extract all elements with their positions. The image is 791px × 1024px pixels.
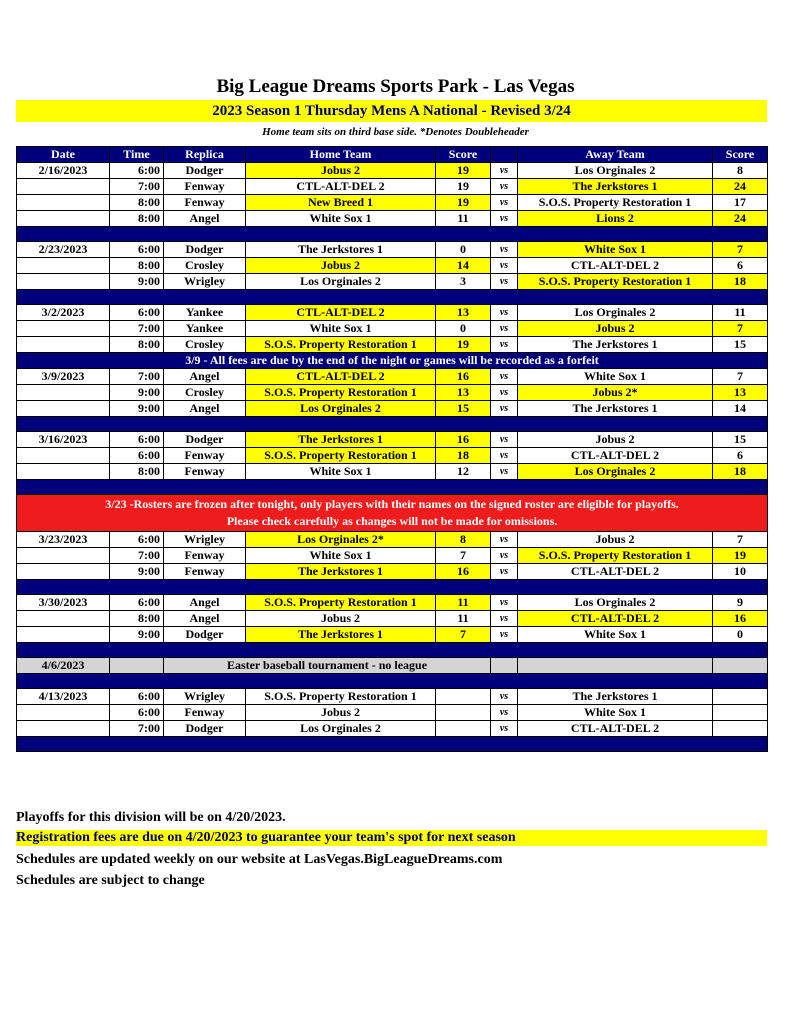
no-league-note: Easter baseball tournament - no league [164,658,491,674]
time-cell: 6:00 [110,532,164,548]
vs-cell: vs [491,242,518,258]
away-team-cell: The Jerkstores 1 [518,689,713,705]
empty-cell [491,658,518,674]
away-team-cell: Lions 2 [518,211,713,227]
time-cell: 6:00 [110,432,164,448]
away-team-cell: S.O.S. Property Restoration 1 [518,274,713,290]
time-cell: 8:00 [110,464,164,480]
game-row [17,179,768,195]
away-team-cell: CTL-ALT-DEL 2 [518,721,713,737]
game-row [17,705,768,721]
col-header-away-team: Away Team [518,147,713,163]
away-score-cell: 14 [713,401,768,417]
away-team-cell: CTL-ALT-DEL 2 [518,448,713,464]
away-score-cell [713,705,768,721]
home-score-cell: 0 [436,242,491,258]
away-team-cell: S.O.S. Property Restoration 1 [518,195,713,211]
vs-cell: vs [491,464,518,480]
away-score-cell [713,689,768,705]
away-team-cell: White Sox 1 [518,627,713,643]
date-cell [17,448,110,464]
time-cell: 6:00 [110,305,164,321]
date-cell: 4/13/2023 [17,689,110,705]
replica-field-cell: Fenway [164,448,246,464]
away-team-cell: Los Orginales 2 [518,595,713,611]
home-score-cell: 7 [436,548,491,564]
home-team-cell: The Jerkstores 1 [246,564,436,580]
date-cell: 4/6/2023 [17,658,110,674]
home-score-cell: 3 [436,274,491,290]
vs-cell: vs [491,432,518,448]
away-team-cell: Los Orginales 2 [518,305,713,321]
home-team-cell: CTL-ALT-DEL 2 [246,369,436,385]
vs-cell: vs [491,401,518,417]
week-separator [17,643,768,658]
home-score-cell: 12 [436,464,491,480]
home-score-cell: 0 [436,321,491,337]
home-team-cell: White Sox 1 [246,321,436,337]
date-cell [17,179,110,195]
date-cell [17,705,110,721]
replica-field-cell: Dodger [164,242,246,258]
away-team-cell: White Sox 1 [518,369,713,385]
game-row [17,321,768,337]
home-team-cell: S.O.S. Property Restoration 1 [246,337,436,353]
vs-cell: vs [491,548,518,564]
replica-field-cell: Dodger [164,163,246,179]
date-cell [17,337,110,353]
home-score-cell: 18 [436,448,491,464]
game-row [17,548,768,564]
away-score-cell: 19 [713,548,768,564]
date-cell [17,627,110,643]
away-score-cell: 16 [713,611,768,627]
away-team-cell: Los Orginales 2 [518,464,713,480]
away-team-cell: CTL-ALT-DEL 2 [518,564,713,580]
home-score-cell: 16 [436,432,491,448]
time-cell: 8:00 [110,611,164,627]
away-team-cell: Jobus 2 [518,532,713,548]
game-row [17,258,768,274]
col-header-home-score: Score [436,147,491,163]
time-cell: 6:00 [110,705,164,721]
vs-cell: vs [491,321,518,337]
away-team-cell: The Jerkstores 1 [518,337,713,353]
separator-cell [17,417,768,432]
home-score-cell: 19 [436,163,491,179]
replica-field-cell: Crosley [164,337,246,353]
away-team-cell: CTL-ALT-DEL 2 [518,258,713,274]
date-cell: 3/9/2023 [17,369,110,385]
roster-alert-row [17,495,768,532]
home-team-cell: S.O.S. Property Restoration 1 [246,595,436,611]
week-separator [17,580,768,595]
home-team-cell: Los Orginales 2 [246,721,436,737]
home-team-cell: The Jerkstores 1 [246,627,436,643]
vs-cell: vs [491,258,518,274]
time-cell: 6:00 [110,242,164,258]
game-row [17,689,768,705]
home-team-note: Home team sits on third base side. *Denotes Doubleheader [262,126,529,138]
separator-cell [17,674,768,689]
away-team-cell: Jobus 2 [518,321,713,337]
date-cell [17,401,110,417]
vs-cell: vs [491,705,518,721]
away-score-cell: 0 [713,627,768,643]
away-team-cell: CTL-ALT-DEL 2 [518,611,713,627]
vs-cell: vs [491,211,518,227]
date-cell [17,721,110,737]
date-cell [17,464,110,480]
separator-cell [17,580,768,595]
vs-cell: vs [491,369,518,385]
date-cell: 3/23/2023 [17,532,110,548]
home-score-cell: 7 [436,627,491,643]
time-cell: 7:00 [110,321,164,337]
away-score-cell: 24 [713,179,768,195]
away-team-cell: Jobus 2* [518,385,713,401]
time-cell: 8:00 [110,258,164,274]
replica-field-cell: Dodger [164,721,246,737]
col-header-away-score: Score [713,147,768,163]
time-cell: 6:00 [110,163,164,179]
game-row [17,274,768,290]
away-score-cell: 7 [713,242,768,258]
vs-cell: vs [491,385,518,401]
game-row [17,448,768,464]
home-team-cell: Los Orginales 2 [246,274,436,290]
home-score-cell: 16 [436,564,491,580]
separator-cell [17,290,768,305]
time-cell: 7:00 [110,179,164,195]
home-score-cell: 13 [436,385,491,401]
website-note: Schedules are updated weekly on our website at LasVegas.BigLeagueDreams.com [16,852,503,867]
away-score-cell: 7 [713,532,768,548]
home-team-cell: New Breed 1 [246,195,436,211]
home-team-cell: Jobus 2 [246,705,436,721]
week-separator [17,417,768,432]
date-cell [17,195,110,211]
replica-field-cell: Angel [164,369,246,385]
empty-cell [110,658,164,674]
col-header-home-team: Home Team [246,147,436,163]
game-row [17,432,768,448]
time-cell: 6:00 [110,689,164,705]
away-score-cell: 10 [713,564,768,580]
game-row [17,532,768,548]
replica-field-cell: Crosley [164,258,246,274]
week-separator [17,674,768,689]
date-cell: 2/16/2023 [17,163,110,179]
time-cell: 6:00 [110,595,164,611]
game-row [17,385,768,401]
away-team-cell: White Sox 1 [518,705,713,721]
no-league-row [17,658,768,674]
registration-note: Registration fees are due on 4/20/2023 to guarantee your team's spot for next season [16,830,767,846]
date-cell: 3/30/2023 [17,595,110,611]
replica-field-cell: Angel [164,595,246,611]
home-team-cell: Jobus 2 [246,611,436,627]
vs-cell: vs [491,595,518,611]
home-team-cell: Los Orginales 2* [246,532,436,548]
replica-field-cell: Angel [164,611,246,627]
date-cell [17,564,110,580]
vs-cell: vs [491,627,518,643]
time-cell: 8:00 [110,211,164,227]
game-row [17,242,768,258]
time-cell: 8:00 [110,337,164,353]
time-cell: 8:00 [110,195,164,211]
game-row [17,369,768,385]
col-header-vs [491,147,518,163]
home-score-cell: 11 [436,595,491,611]
home-team-cell: S.O.S. Property Restoration 1 [246,448,436,464]
vs-cell: vs [491,305,518,321]
roster-alert-line-2: Please check carefully as changes will not be made for omissions. [226,514,558,528]
home-score-cell: 11 [436,211,491,227]
home-score-cell [436,705,491,721]
time-cell: 9:00 [110,401,164,417]
replica-field-cell: Yankee [164,321,246,337]
away-team-cell: Jobus 2 [518,432,713,448]
empty-cell [518,658,713,674]
away-score-cell: 15 [713,337,768,353]
home-team-cell: White Sox 1 [246,464,436,480]
week-separator [17,737,768,752]
away-score-cell: 9 [713,595,768,611]
replica-field-cell: Crosley [164,385,246,401]
vs-cell: vs [491,274,518,290]
replica-field-cell: Fenway [164,564,246,580]
home-score-cell: 13 [436,305,491,321]
schedule-body [17,163,768,752]
home-score-cell: 16 [436,369,491,385]
home-team-cell: S.O.S. Property Restoration 1 [246,385,436,401]
time-cell: 7:00 [110,369,164,385]
away-score-cell: 8 [713,163,768,179]
time-cell: 9:00 [110,564,164,580]
date-cell [17,385,110,401]
game-row [17,337,768,353]
away-team-cell: S.O.S. Property Restoration 1 [518,548,713,564]
home-score-cell: 19 [436,195,491,211]
home-score-cell: 11 [436,611,491,627]
game-row [17,401,768,417]
vs-cell: vs [491,448,518,464]
playoffs-note: Playoffs for this division will be on 4/20/2023. [16,810,286,825]
date-cell: 3/2/2023 [17,305,110,321]
game-row [17,595,768,611]
away-team-cell: Los Orginales 2 [518,163,713,179]
home-score-cell: 15 [436,401,491,417]
vs-cell: vs [491,195,518,211]
replica-field-cell: Wrigley [164,274,246,290]
date-cell [17,274,110,290]
home-team-cell: Jobus 2 [246,163,436,179]
week-separator [17,290,768,305]
away-score-cell: 18 [713,464,768,480]
away-score-cell: 7 [713,321,768,337]
date-cell [17,548,110,564]
time-cell: 7:00 [110,721,164,737]
away-team-cell: White Sox 1 [518,242,713,258]
away-score-cell: 24 [713,211,768,227]
separator-cell [17,227,768,242]
vs-cell: vs [491,179,518,195]
time-cell: 6:00 [110,448,164,464]
home-score-cell: 8 [436,532,491,548]
week-separator [17,227,768,242]
col-header-replica: Replica [164,147,246,163]
col-header-time: Time [110,147,164,163]
separator-cell [17,643,768,658]
game-row [17,163,768,179]
home-team-cell: CTL-ALT-DEL 2 [246,305,436,321]
away-score-cell [713,721,768,737]
home-team-cell: Los Orginales 2 [246,401,436,417]
home-team-cell: White Sox 1 [246,211,436,227]
away-score-cell: 6 [713,448,768,464]
away-score-cell: 15 [713,432,768,448]
replica-field-cell: Dodger [164,432,246,448]
vs-cell: vs [491,337,518,353]
col-header-date: Date [17,147,110,163]
replica-field-cell: Fenway [164,705,246,721]
home-score-cell [436,689,491,705]
page-title: Big League Dreams Sports Park - Las Vegas [216,76,575,97]
away-score-cell: 11 [713,305,768,321]
date-cell [17,611,110,627]
replica-field-cell: Yankee [164,305,246,321]
roster-alert-line-1: 3/23 -Rosters are frozen after tonight, only players with their names on the signed roster are eligible for playoffs. [105,497,679,511]
schedule-table [16,146,768,752]
vs-cell: vs [491,163,518,179]
home-team-cell: White Sox 1 [246,548,436,564]
home-team-cell: Jobus 2 [246,258,436,274]
date-cell: 2/23/2023 [17,242,110,258]
game-row [17,721,768,737]
game-row [17,305,768,321]
vs-cell: vs [491,564,518,580]
home-score-cell: 19 [436,179,491,195]
time-cell: 7:00 [110,548,164,564]
replica-field-cell: Dodger [164,627,246,643]
table-header-row [17,147,768,163]
replica-field-cell: Fenway [164,179,246,195]
game-row [17,611,768,627]
roster-alert [17,495,768,532]
date-cell [17,321,110,337]
fees-banner-row [17,353,768,369]
game-row [17,211,768,227]
away-team-cell: The Jerkstores 1 [518,401,713,417]
home-team-cell: The Jerkstores 1 [246,432,436,448]
fees-banner: 3/9 - All fees are due by the end of the night or games will be recorded as a forfeit [17,353,768,369]
away-team-cell: The Jerkstores 1 [518,179,713,195]
separator-cell [17,480,768,495]
week-separator [17,480,768,495]
vs-cell: vs [491,532,518,548]
replica-field-cell: Angel [164,401,246,417]
replica-field-cell: Wrigley [164,689,246,705]
empty-cell [713,658,768,674]
replica-field-cell: Angel [164,211,246,227]
replica-field-cell: Fenway [164,548,246,564]
away-score-cell: 6 [713,258,768,274]
vs-cell: vs [491,721,518,737]
vs-cell: vs [491,611,518,627]
time-cell: 9:00 [110,274,164,290]
home-team-cell: S.O.S. Property Restoration 1 [246,689,436,705]
game-row [17,564,768,580]
game-row [17,464,768,480]
away-score-cell: 7 [713,369,768,385]
home-score-cell: 14 [436,258,491,274]
home-score-cell [436,721,491,737]
date-cell [17,258,110,274]
replica-field-cell: Fenway [164,195,246,211]
replica-field-cell: Fenway [164,464,246,480]
subject-note: Schedules are subject to change [16,873,205,888]
home-team-cell: CTL-ALT-DEL 2 [246,179,436,195]
time-cell: 9:00 [110,385,164,401]
date-cell: 3/16/2023 [17,432,110,448]
date-cell [17,211,110,227]
separator-cell [17,737,768,752]
game-row [17,195,768,211]
home-score-cell: 19 [436,337,491,353]
away-score-cell: 18 [713,274,768,290]
away-score-cell: 17 [713,195,768,211]
vs-cell: vs [491,689,518,705]
away-score-cell: 13 [713,385,768,401]
home-team-cell: The Jerkstores 1 [246,242,436,258]
time-cell: 9:00 [110,627,164,643]
replica-field-cell: Wrigley [164,532,246,548]
season-subtitle: 2023 Season 1 Thursday Mens A National - Revised 3/24 [16,100,767,122]
game-row [17,627,768,643]
